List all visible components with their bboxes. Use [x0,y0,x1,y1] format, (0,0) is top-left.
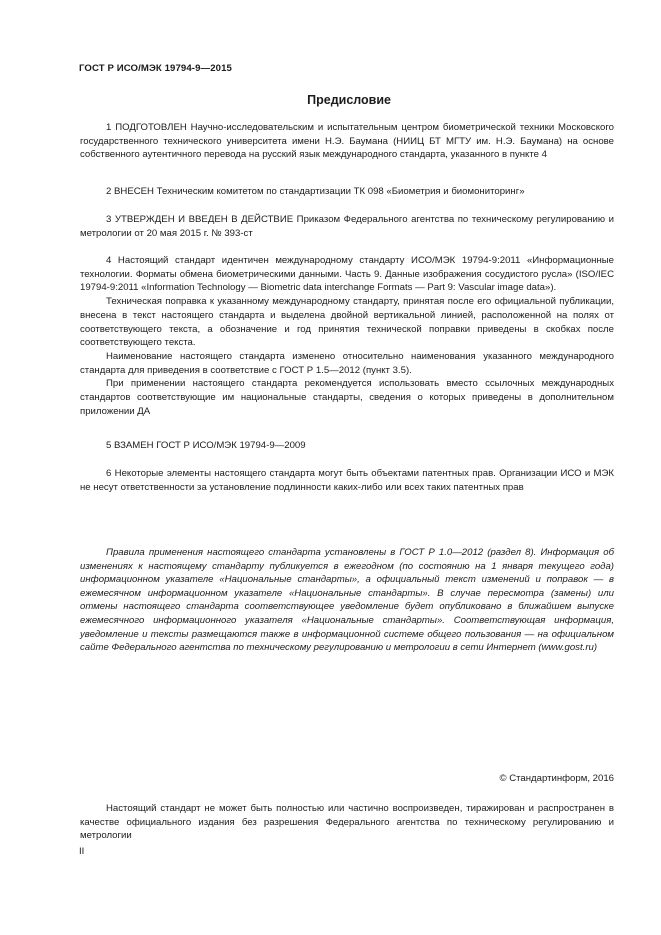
section-2-text: 2 ВНЕСЕН Техническим комитетом по стандартизации ТК 098 «Биометрия и биомониторинг» [106,186,525,197]
section-6-text: 6 Некоторые элементы настоящего стандарта могут быть объектами патентных прав. Организации ИСО и МЭК не несут ответственности за установление подлинности каких-либо или всех таких патентных прав [80,468,614,493]
section-2 [80,185,614,199]
usage-rules-notice [80,546,614,655]
section-1-text: 1 ПОДГОТОВЛЕН Научно-исследовательским и испытательным центром биометрической техники Московского государственного технического университета имени Н.Э. Баумана (НИИЦ БТ МГТУ им. Н.Э. Баумана) на основе собственного аутентичного перевода на русский язык международного стандарта, указанного в пункте 4 [80,122,614,161]
reproduction-text: Настоящий стандарт не может быть полностью или частично воспроизведен, тиражирован и распространен в качестве официального издания без разрешения Федерального агентства по техническому регулированию и метрологии [80,803,614,842]
usage-rules-text: Правила применения настоящего стандарта установлены в ГОСТ Р 1.0—2012 (раздел 8). Информация об изменениях к настоящему стандарту публикуется в ежегодном (по состоянию на 1 января текущего года) информационном указателе «Национальные стандарты», а официальный текст изменений и поправок — в ежемесячном информационном указателе «Национальные стандарты». В случае пересмотра (замены) или отмены настоящего стандарта соответствующее уведомление будет опубликовано в ближайшем выпуске ежемесячного информационного указателя «Национальные стандарты». Соответствующая информация, уведомление и тексты размещаются также в информационной системе общего пользования — на официальном сайте Федерального агентства по техническому регулированию и метрологии в сети Интернет (www.gost.ru) [80,547,614,654]
section-1 [80,121,614,162]
page-title-text: Предисловие [307,93,391,107]
section-5 [80,439,614,453]
section-4-paragraph-4: При применении настоящего стандарта рекомендуется использовать вместо ссылочных международных стандартов соответствующие им национальные стандарты, сведения о которых приведены в дополнительном приложении ДА [80,378,614,417]
document-header: ГОСТ Р ИСО/МЭК 19794-9—2015 [79,63,232,74]
page-number: II [79,846,85,857]
section-3-text: 3 УТВЕРЖДЕН И ВВЕДЕН В ДЕЙСТВИЕ Приказом Федерального агентства по техническому регулированию и метрологии от 20 мая 2015 г. № 393-ст [80,214,614,239]
section-4-paragraph-1: 4 Настоящий стандарт идентичен международному стандарту ИСО/МЭК 19794-9:2011 «Информационные технологии. Форматы обмена биометрическими данными. Часть 9. Данные изображения сосудистого русла» (ISO/IEC 19794-9:2011 «Information Technology — Biometric data interchange Formats — Part 9: Vascular image data»). [80,255,614,294]
section-4-paragraph-3: Наименование настоящего стандарта изменено относительно наименования указанного международного стандарта для приведения в соответствие с ГОСТ Р 1.5—2012 (пункт 3.5). [80,350,614,376]
section-3 [80,213,614,240]
reproduction-notice [80,802,614,843]
section-4-paragraph-2: Техническая поправка к указанному международному стандарту, принятая после его официальной публикации, внесена в текст настоящего стандарта и выделена двойной вертикальной линией, расположенной на полях от соответствующего текста, а обозначение и год принятия технической поправки приведены в скобках после соответствующего текста. [80,296,614,349]
section-6 [80,467,614,494]
page-title [0,93,661,107]
copyright-line: © Стандартинформ, 2016 [499,773,614,784]
section-5-text: 5 ВЗАМЕН ГОСТ Р ИСО/МЭК 19794-9—2009 [106,440,306,451]
section-4 [80,254,614,418]
